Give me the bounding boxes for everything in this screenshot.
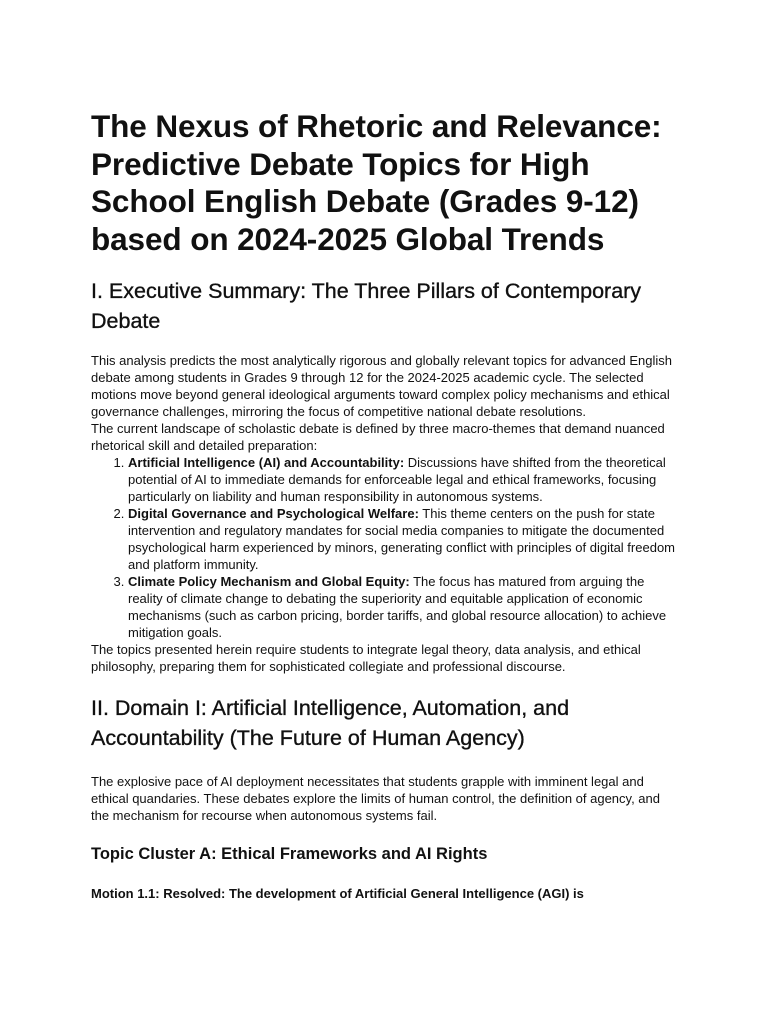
executive-summary-paragraph-3: The topics presented herein require students to integrate legal theory, data analysis, and ethical philosophy, preparing them for sophisticated collegiate and professional discourse. [91, 642, 641, 674]
document-title: The Nexus of Rhetoric and Relevance: Predictive Debate Topics for High School English Debate (Grades 9-12) based on 2024-2025 Global Trends [91, 108, 662, 257]
pillar-title: Climate Policy Mechanism and Global Equity: [128, 574, 410, 589]
pillar-title: Artificial Intelligence (AI) and Accountability: [128, 455, 405, 470]
pillar-text: The focus has matured from arguing the reality of climate change to debating the superiority and equitable application of economic mechanisms (such as carbon pricing, border tariffs, and global resource allocation) to achieve mitigation goals. [128, 574, 667, 640]
topic-cluster-heading: Topic Cluster A: Ethical Frameworks and AI Rights [91, 845, 488, 863]
domain-1-paragraph: The explosive pace of AI deployment necessitates that students grapple with imminent legal and ethical quandaries. These debates explore the limits of human control, the definition of agency, and the mechanism for recourse when autonomous systems fail. [91, 774, 660, 823]
pillar-title: Digital Governance and Psychological Welfare: [128, 506, 419, 521]
pillar-text: Discussions have shifted from the theoretical potential of AI to immediate demands for enforceable legal and ethical frameworks, focusing particularly on liability and human responsibility in autonomous systems. [128, 455, 666, 504]
section-heading-domain-1: II. Domain I: Artificial Intelligence, Automation, and Accountability (The Future of Human Agency) [91, 696, 570, 750]
section-heading-executive-summary: I. Executive Summary: The Three Pillars of Contemporary Debate [91, 279, 642, 333]
list-item [128, 454, 680, 505]
pillar-text: This theme centers on the push for state intervention and regulatory mandates for social media companies to mitigate the documented psychological harm experienced by minors, generating conflict with principles of digital freedom and platform immunity. [128, 506, 675, 572]
executive-summary-paragraph-2: The current landscape of scholastic debate is defined by three macro-themes that demand nuanced rhetorical skill and detailed preparation: [91, 421, 665, 453]
motion-1-1: Motion 1.1: Resolved: The development of Artificial General Intelligence (AGI) is [91, 886, 584, 901]
pillars-list [91, 454, 680, 641]
list-item [128, 505, 680, 573]
list-item [128, 573, 680, 641]
executive-summary-paragraph-1: This analysis predicts the most analytically rigorous and globally relevant topics for advanced English debate among students in Grades 9 through 12 for the 2024-2025 academic cycle. The selected motions move beyond general ideological arguments toward complex policy mechanisms and ethical governance challenges, mirroring the focus of competitive national debate resolutions. [91, 353, 672, 419]
